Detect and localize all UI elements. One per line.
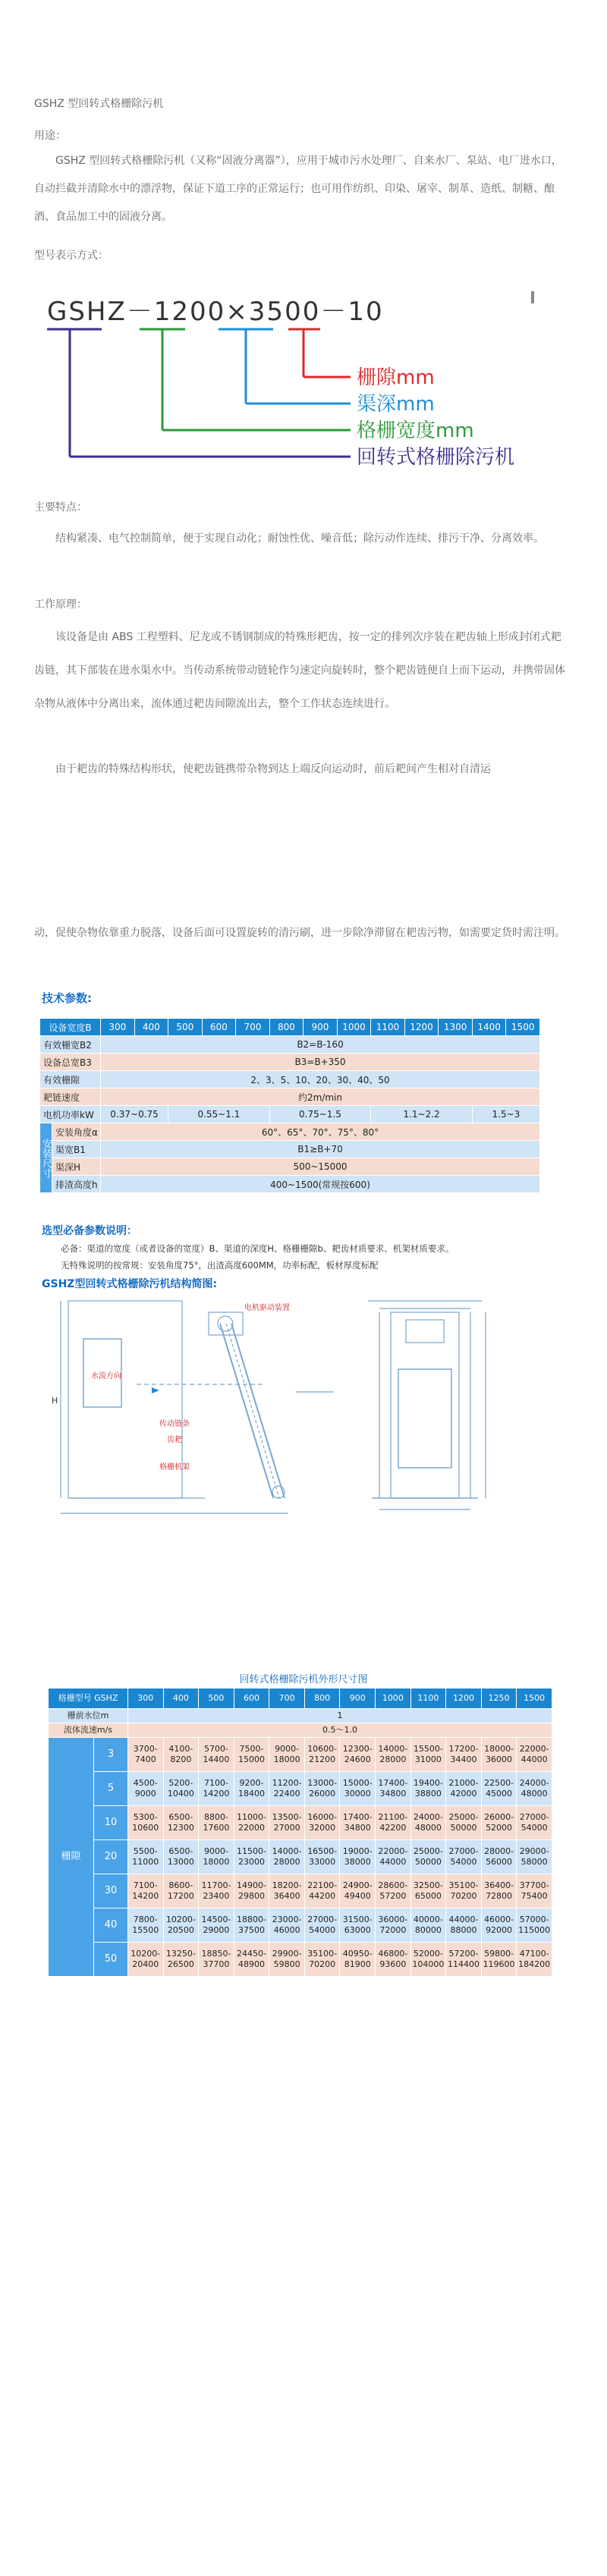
- dim-range-cell: 15000-30000: [340, 1772, 376, 1806]
- power-value: 0.55~1.1: [168, 1106, 270, 1123]
- page-title: GSHZ 型回转式格栅除污机: [34, 98, 164, 110]
- dim-range-cell: 28000-56000: [481, 1840, 517, 1874]
- model-code-text: GSHZ－1200×3500－10: [47, 297, 384, 327]
- label-width: 格栅宽度mm: [357, 419, 474, 442]
- drawing-label-motor: 电机驱动装置: [244, 1304, 290, 1312]
- use-heading: 用途：: [34, 130, 66, 142]
- dim-range-cell: 24000-48000: [410, 1806, 446, 1840]
- dim-range-cell: 13500-27000: [269, 1806, 305, 1840]
- drawing-label-frame: 格栅机架: [159, 1463, 190, 1472]
- dim-range-cell: 35100-70200: [304, 1943, 340, 1977]
- dim-width-cell: 600: [234, 1689, 269, 1709]
- dim-speed-value: 0.5～1.0: [128, 1723, 552, 1738]
- width-cell: 300: [101, 1019, 135, 1036]
- dim-width-cell: 1500: [517, 1689, 552, 1709]
- width-cell: 1100: [371, 1019, 405, 1036]
- tech-row-label: 设备总宽B3: [40, 1054, 101, 1071]
- dim-range-cell: 19400-38800: [410, 1772, 446, 1806]
- tech-title: 技术参数:: [42, 991, 92, 1005]
- dim-depth-label: 栅前水位m: [49, 1709, 128, 1723]
- dim-range-cell: 36000-72000: [376, 1908, 411, 1943]
- dim-gap-row: [49, 1874, 552, 1908]
- dim-depth-row: [49, 1709, 552, 1723]
- dim-range-cell: 23000-46000: [269, 1908, 305, 1943]
- power-value: 1.5~3: [472, 1106, 539, 1123]
- dim-range-cell: 4100-8200: [163, 1738, 199, 1772]
- power-value: 1.1~2.2: [371, 1106, 473, 1123]
- tech-power-row: [40, 1106, 540, 1123]
- tech-row: [40, 1089, 540, 1106]
- drawing-label-h: H: [52, 1396, 58, 1406]
- dim-range-cell: 11000-22000: [234, 1806, 269, 1840]
- dim-range-cell: 16500-33000: [304, 1840, 340, 1874]
- dim-gap-value: 40: [94, 1908, 128, 1943]
- tech-install-row: [40, 1123, 540, 1141]
- dim-width-cell: 1250: [481, 1689, 517, 1709]
- width-cell: 1200: [404, 1019, 439, 1036]
- dim-width-cell: 700: [269, 1689, 305, 1709]
- dim-range-cell: 10200-20500: [163, 1908, 199, 1943]
- dim-width-cell: 1000: [376, 1689, 411, 1709]
- width-cell: 900: [304, 1019, 338, 1036]
- dim-range-cell: 35100-70200: [446, 1874, 482, 1908]
- tech-row-value: 500~15000: [101, 1158, 540, 1176]
- dim-range-cell: 5200-10400: [163, 1772, 199, 1806]
- dim-gap-row: [49, 1840, 552, 1874]
- dim-gap-row: [49, 1943, 552, 1977]
- dim-speed-row: [49, 1723, 552, 1738]
- dim-range-cell: 8600-17200: [163, 1874, 199, 1908]
- dim-range-cell: 7100-14200: [199, 1772, 234, 1806]
- dim-gap-value: 30: [94, 1874, 128, 1908]
- dim-gap-value: 3: [94, 1738, 128, 1772]
- dim-width-cell: 900: [340, 1689, 376, 1709]
- dim-range-cell: 6500-12300: [163, 1806, 199, 1840]
- dim-range-cell: 14900-29800: [234, 1874, 269, 1908]
- dim-range-cell: 7500-15000: [234, 1738, 269, 1772]
- dim-range-cell: 40000-80000: [410, 1908, 446, 1943]
- tech-row-label: 安装角度α: [52, 1123, 101, 1141]
- dim-range-cell: 7100-14200: [128, 1874, 164, 1908]
- principle-text-2: 由于耙齿的特殊结构形状，使耙齿链携带杂物到达上端反向运动时，前后耙间产生相对自清运: [55, 763, 491, 775]
- dim-gap-value: 20: [94, 1840, 128, 1874]
- tech-row-label: 电机功率kW: [40, 1106, 101, 1123]
- tech-table: [39, 1018, 540, 1193]
- features-heading: 主要特点：: [34, 501, 87, 514]
- tech-row-value: 约2m/min: [101, 1089, 540, 1106]
- tech-row: [40, 1054, 540, 1071]
- features-text: 结构紧凑、电气控制简单，便于实现自动化；耐蚀性优、噪音低；除污动作连续、排污干净、分离效率。: [55, 532, 544, 545]
- tech-row-label: 有效栅隙: [40, 1071, 101, 1089]
- dim-range-cell: 25000-50000: [410, 1840, 446, 1874]
- width-cell: 500: [168, 1019, 203, 1036]
- width-cell: 1500: [506, 1019, 540, 1036]
- dim-range-cell: 37700-75400: [517, 1874, 552, 1908]
- dim-range-cell: 29000-58000: [517, 1840, 552, 1874]
- dim-range-cell: 3700-7400: [128, 1738, 164, 1772]
- dim-range-cell: 31500-63000: [340, 1908, 376, 1943]
- install-side-label: 安装尺寸: [40, 1123, 52, 1193]
- dim-gap-row: [49, 1806, 552, 1840]
- tech-row-label: 排渣高度h: [52, 1176, 101, 1193]
- dim-range-cell: 27000-54000: [446, 1840, 482, 1874]
- power-value: 0.75~1.5: [269, 1106, 371, 1123]
- dim-table: [48, 1688, 552, 1977]
- scroll-marker: [531, 291, 534, 303]
- principle-text-3: 动，促使杂物依靠重力脱落，设备后面可设置旋转的清污刷，进一步除净滞留在耙齿污物，如需要定货时需注明。: [34, 927, 565, 939]
- dim-range-cell: 17400-34800: [376, 1772, 411, 1806]
- dim-side-label: 栅隙: [49, 1738, 94, 1977]
- width-cell: 800: [269, 1019, 304, 1036]
- dim-range-cell: 9000-18000: [269, 1738, 305, 1772]
- dim-gap-row: [49, 1908, 552, 1943]
- dim-range-cell: 18000-36000: [481, 1738, 517, 1772]
- structure-drawing: [46, 1293, 546, 1521]
- dim-range-cell: 7800-15500: [128, 1908, 164, 1943]
- dim-range-cell: 46800-93600: [376, 1943, 411, 1977]
- principle-text-1: 该设备是由 ABS 工程塑料、尼龙或不锈钢制成的特殊形耙齿，按一定的排列次序装在耙齿轴上形成封闭式耙齿链，其下部装在进水渠水中。当传动系统带动链轮作匀速定向旋转时，整个耙齿链便自上而下运动，并携带固体杂物从液体中分离出来，流体通过耙齿间隙流出去，整个工作状态连续进行。: [34, 631, 565, 710]
- use-text: GSHZ 型回转式格栅除污机（又称“固液分离器”），应用于城市污水处理厂、自来水厂、泵站、电厂进水口，自动拦截并清除水中的漂浮物，保证下道工序的正常运行；也可用作纺织、印染、屠宰、制革、造纸、制糖、酿酒、食品加工中的固液分离。: [34, 155, 562, 223]
- tech-row: [40, 1071, 540, 1089]
- dim-range-cell: 12300-24600: [340, 1738, 376, 1772]
- dim-range-cell: 5500-11000: [128, 1840, 164, 1874]
- dim-range-cell: 19000-38000: [340, 1840, 376, 1874]
- dim-range-cell: 36400-72800: [481, 1874, 517, 1908]
- drawing-title: GSHZ型回转式格栅除污机结构简图:: [42, 1278, 218, 1290]
- tech-row-label: 渠宽B1: [52, 1141, 101, 1158]
- width-cell: 1000: [337, 1019, 371, 1036]
- model-heading: 型号表示方式：: [34, 250, 109, 262]
- width-cell: 600: [202, 1019, 236, 1036]
- tech-row-value: 2、3、5、10、20、30、40、50: [101, 1071, 540, 1089]
- dim-range-cell: 40950-81900: [340, 1943, 376, 1977]
- tech-row-value: 60°、65°、70°、75°、80°: [101, 1123, 540, 1141]
- dim-range-cell: 11700-23400: [199, 1874, 234, 1908]
- dim-width-cell: 500: [199, 1689, 234, 1709]
- dim-range-cell: 22100-44200: [304, 1874, 340, 1908]
- dim-range-cell: 11200-22400: [269, 1772, 305, 1806]
- selection-line-2: 无特殊说明的按常规：安装角度75°，出渣高度600MM，功率标配，板材厚度标配: [61, 1260, 379, 1271]
- dim-range-cell: 59800-119600: [481, 1943, 517, 1977]
- dim-range-cell: 32500-65000: [410, 1874, 446, 1908]
- dim-header-row: [49, 1689, 552, 1709]
- dim-range-cell: 13250-26500: [163, 1943, 199, 1977]
- dim-range-cell: 13000-26000: [304, 1772, 340, 1806]
- dim-gap-value: 50: [94, 1943, 128, 1977]
- tech-install-row: [40, 1158, 540, 1176]
- tech-row-value: 400~1500(常规按600): [101, 1176, 540, 1193]
- width-cell: 700: [236, 1019, 270, 1036]
- tech-row-label: 渠深H: [52, 1158, 101, 1176]
- model-code-diagram: [47, 282, 515, 472]
- dim-gap-row: [49, 1772, 552, 1806]
- dim-range-cell: 14000-28000: [376, 1738, 411, 1772]
- tech-row-label: 有效栅宽B2: [40, 1036, 101, 1054]
- dim-range-cell: 28600-57200: [376, 1874, 411, 1908]
- label-gap: 栅隙mm: [357, 366, 435, 389]
- dim-range-cell: 25000-50000: [446, 1806, 482, 1840]
- dim-range-cell: 24900-49400: [340, 1874, 376, 1908]
- tech-row-value: B1≥B+70: [101, 1141, 540, 1158]
- dim-range-cell: 27000-54000: [304, 1908, 340, 1943]
- dim-range-cell: 5700-14400: [199, 1738, 234, 1772]
- dim-range-cell: 27000-54000: [517, 1806, 552, 1840]
- selection-line-1: 必备：渠道的宽度（或者设备的宽度）B、渠道的深度H、格栅栅隙b、耙齿材质要求、机架材质要求。: [61, 1243, 454, 1254]
- dim-range-cell: 14500-29000: [199, 1908, 234, 1943]
- dim-range-cell: 14000-28000: [269, 1840, 305, 1874]
- tech-row-value: B2=B-160: [101, 1036, 540, 1054]
- drawing-label-chain: 传动链条: [159, 1420, 190, 1428]
- width-cell: 1400: [472, 1019, 506, 1036]
- principle-heading: 工作原理：: [34, 598, 87, 611]
- dim-range-cell: 52000-104000: [410, 1943, 446, 1977]
- selection-title: 选型必备参数说明：: [42, 1225, 137, 1237]
- dim-range-cell: 21100-42200: [376, 1806, 411, 1840]
- dim-gap-value: 5: [94, 1772, 128, 1806]
- dim-range-cell: 9200-18400: [234, 1772, 269, 1806]
- dim-width-cell: 1100: [410, 1689, 446, 1709]
- dim-width-cell: 400: [163, 1689, 199, 1709]
- drawing-label-rake: 齿耙: [167, 1436, 182, 1444]
- dim-range-cell: 10600-21200: [304, 1738, 340, 1772]
- dim-range-cell: 15500-31000: [410, 1738, 446, 1772]
- width-cell: 1300: [439, 1019, 473, 1036]
- dim-range-cell: 57200-114400: [446, 1943, 482, 1977]
- dim-range-cell: 22000-44000: [376, 1840, 411, 1874]
- dim-gap-row: [49, 1738, 552, 1772]
- power-value: 0.37~0.75: [101, 1106, 168, 1123]
- dim-range-cell: 44000-88000: [446, 1908, 482, 1943]
- dim-range-cell: 5300-10600: [128, 1806, 164, 1840]
- label-depth: 渠深mm: [357, 393, 435, 416]
- dim-range-cell: 29900-59800: [269, 1943, 305, 1977]
- tech-header-row: [40, 1019, 540, 1036]
- dim-speed-label: 流体流速m/s: [49, 1723, 128, 1738]
- dim-range-cell: 46000-92000: [481, 1908, 517, 1943]
- tech-row-label: 耙链速度: [40, 1089, 101, 1106]
- dim-range-cell: 6500-13000: [163, 1840, 199, 1874]
- dim-range-cell: 4500-9000: [128, 1772, 164, 1806]
- dim-width-cell: 800: [304, 1689, 340, 1709]
- dim-range-cell: 18800-37500: [234, 1908, 269, 1943]
- dim-range-cell: 8800-17600: [199, 1806, 234, 1840]
- width-cell: 400: [134, 1019, 168, 1036]
- dim-range-cell: 47100-184200: [517, 1943, 552, 1977]
- dim-range-cell: 22500-45000: [481, 1772, 517, 1806]
- dim-gap-value: 10: [94, 1806, 128, 1840]
- dim-range-cell: 11500-23000: [234, 1840, 269, 1874]
- dim-range-cell: 26000-52000: [481, 1806, 517, 1840]
- tech-install-row: [40, 1141, 540, 1158]
- drawing-label-water: 水流方向: [91, 1372, 121, 1381]
- dim-range-cell: 57000-115000: [517, 1908, 552, 1943]
- tech-row: [40, 1036, 540, 1054]
- dim-range-cell: 22000-44000: [517, 1738, 552, 1772]
- dim-range-cell: 18200-36400: [269, 1874, 305, 1908]
- dim-range-cell: 10200-20400: [128, 1943, 164, 1977]
- dim-range-cell: 16000-32000: [304, 1806, 340, 1840]
- dim-depth-value: 1: [128, 1709, 552, 1723]
- tech-header-label: 设备宽度B: [40, 1019, 101, 1036]
- dim-width-cell: 300: [128, 1689, 164, 1709]
- dim-range-cell: 18850-37700: [199, 1943, 234, 1977]
- dim-range-cell: 24450-48900: [234, 1943, 269, 1977]
- dim-range-cell: 17200-34400: [446, 1738, 482, 1772]
- dim-range-cell: 17400-34800: [340, 1806, 376, 1840]
- dim-range-cell: 9000-18000: [199, 1840, 234, 1874]
- dim-width-cell: 1200: [446, 1689, 482, 1709]
- tech-row-value: B3=B+350: [101, 1054, 540, 1071]
- dim-table-title: 回转式格栅除污机外形尺寸图: [239, 1674, 368, 1685]
- dim-range-cell: 21000-42000: [446, 1772, 482, 1806]
- tech-install-row: [40, 1176, 540, 1193]
- dim-range-cell: 24000-48000: [517, 1772, 552, 1806]
- label-machine: 回转式格栅除污机: [357, 446, 515, 469]
- dim-header-label: 格栅型号 GSHZ: [49, 1689, 128, 1709]
